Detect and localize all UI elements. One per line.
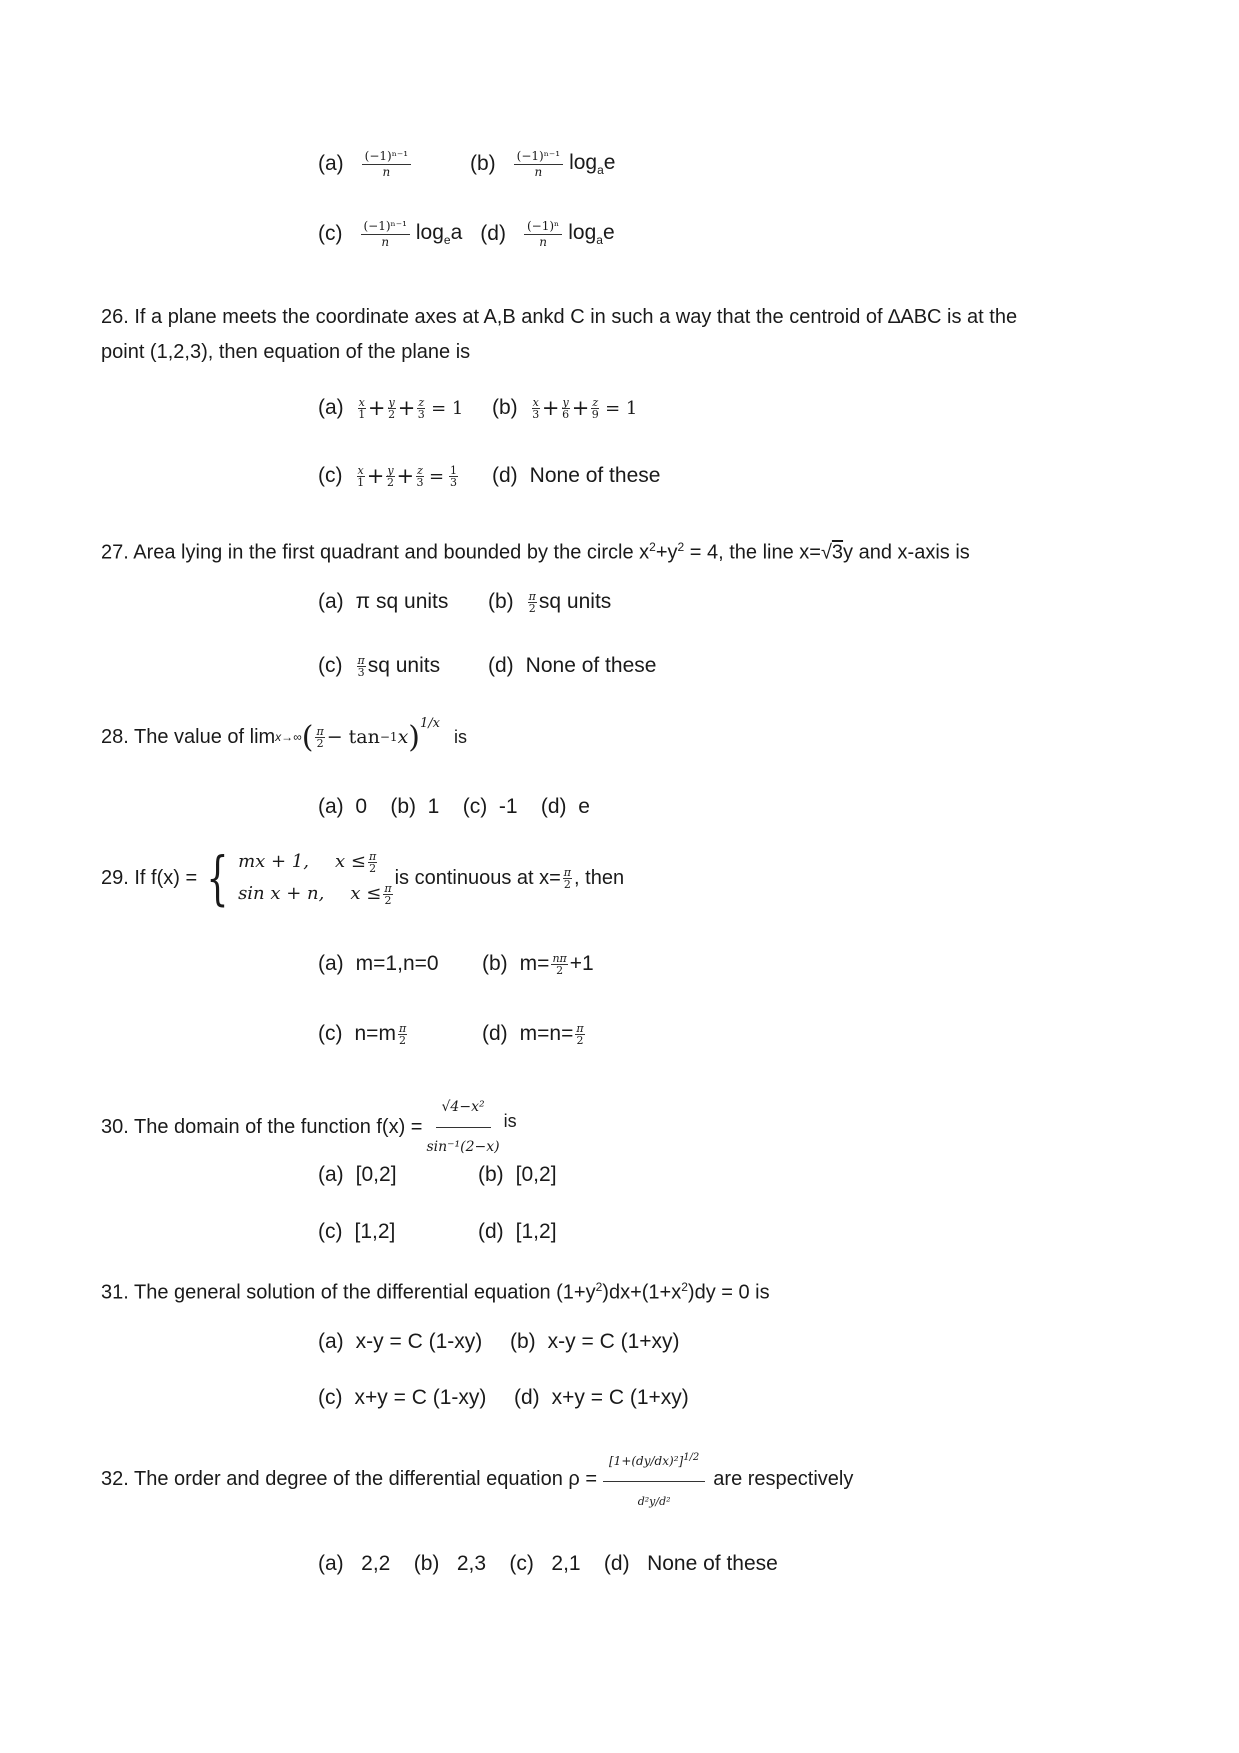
question-text: 26. If a plane meets the coordinate axes at A,B ankd C in such a way that the centroid of ∆ABC is at the bbox=[101, 306, 1018, 328]
option-text: x-y = C (1+xy) bbox=[547, 1330, 680, 1353]
fraction: $\frac{\text{√4−x²}}{\text{sin⁻¹(2−x)}}$ bbox=[426, 1090, 499, 1165]
option-label: (c) bbox=[318, 1386, 343, 1409]
q27-option-d bbox=[488, 654, 656, 678]
q29-option-c: (c) n=m $\frac{\pi}{2}$ bbox=[318, 1021, 407, 1047]
q27-option-c bbox=[318, 654, 440, 678]
question-28: 28. The value of lim x→∞ ( $\frac{\pi}{2}$ − tan −1 x ) $^{1/x}$ is bbox=[101, 716, 467, 755]
q26-option-b bbox=[492, 396, 637, 420]
q31-option-c bbox=[318, 1386, 486, 1410]
q30-option-c bbox=[318, 1220, 395, 1244]
option-label: (b) bbox=[488, 590, 514, 613]
q32-options bbox=[318, 1552, 778, 1576]
option-label: (d) bbox=[482, 1022, 508, 1045]
question-30: 30. The domain of the function f(x) = $\frac{\text{√4−x²}}{\text{sin⁻¹(2−x)}}$ is bbox=[101, 1090, 1119, 1165]
fraction: $\frac{\text{(−1)ⁿ}}{n}$ bbox=[524, 220, 562, 248]
log-text: $\log_ae$ bbox=[568, 221, 615, 248]
option-text: x+y = C (1+xy) bbox=[551, 1386, 689, 1409]
log-text: $\log_ae$ bbox=[569, 151, 616, 178]
option-label: (d) bbox=[492, 464, 518, 487]
option-label: (a) bbox=[318, 1330, 344, 1353]
q31-option-b bbox=[510, 1330, 680, 1354]
fraction: $\frac{\text{(−1)ⁿ⁻¹}}{n}$ bbox=[514, 150, 563, 178]
q29-option-d: (d) m=n= $\frac{\pi}{2}$ bbox=[482, 1021, 584, 1047]
option-text: sq units bbox=[538, 590, 612, 613]
q25-option-b bbox=[470, 150, 615, 178]
option-label: (b) bbox=[510, 1330, 536, 1353]
option-text: m=1,n=0 bbox=[355, 952, 439, 975]
fraction: $\frac{\text{(−1)ⁿ⁻¹}}{n}$ bbox=[362, 150, 411, 178]
question-26 bbox=[101, 300, 1119, 370]
option-text: (a) 0 (b) 1 (c) -1 (d) e bbox=[318, 795, 590, 818]
plane-equation: $\frac{x}{3}$ + $\frac{y}{6}$ + $\frac{z}{9}$ = 1 bbox=[532, 395, 638, 421]
option-text: m= bbox=[519, 952, 550, 975]
option-label: (b) bbox=[470, 152, 496, 176]
option-label: (a) bbox=[318, 1163, 344, 1186]
option-text: π sq units bbox=[355, 590, 449, 613]
q28-options bbox=[318, 795, 590, 819]
option-text: None of these bbox=[529, 464, 661, 487]
plane-equation: $\frac{x}{1}$ + $\frac{y}{2}$ + $\frac{z}{3}$ = 1 bbox=[358, 395, 464, 421]
plane-equation: $\frac{x}{1}$ + $\frac{y}{2}$ + $\frac{z}{3}$ = $\frac{1}{3}$ bbox=[357, 463, 458, 489]
option-text: [1,2] bbox=[515, 1220, 557, 1243]
option-label: (c) bbox=[318, 464, 343, 487]
option-text: x-y = C (1-xy) bbox=[355, 1330, 483, 1353]
q30-option-d bbox=[478, 1220, 557, 1244]
option-label: (c) bbox=[318, 222, 343, 246]
option-label: (d) bbox=[478, 1220, 504, 1243]
q30-option-a bbox=[318, 1163, 397, 1187]
q30-option-b bbox=[478, 1163, 557, 1187]
option-label: (b) bbox=[492, 396, 518, 419]
q27-option-b bbox=[488, 590, 611, 614]
option-label: (a) bbox=[318, 952, 344, 975]
log-text: $\log_ea$ bbox=[415, 221, 463, 248]
q26-option-a bbox=[318, 396, 463, 420]
option-label: (b) bbox=[482, 952, 508, 975]
option-label: (a) bbox=[318, 152, 344, 176]
option-text: m=n= bbox=[519, 1022, 574, 1045]
q29-option-a bbox=[318, 952, 439, 976]
option-label: (c) bbox=[318, 1220, 343, 1243]
option-label: (d) bbox=[514, 1386, 540, 1409]
q27-option-a bbox=[318, 590, 448, 614]
option-text: (a) 2,2 (b) 2,3 (c) 2,1 (d) None of these bbox=[318, 1552, 778, 1575]
option-label: (a) bbox=[318, 590, 344, 613]
fraction: $\frac{[1+(dy/dx)^2]^{1/2}}{\text{d²y/d²}}$ bbox=[603, 1440, 705, 1519]
q25-option-c bbox=[318, 220, 615, 248]
question-27: 27. Area lying in the first quadrant and bounded by the circle $x^2+y^2 = 4$, the line x=√3y and x-axis is bbox=[101, 540, 970, 564]
fraction: $\frac{\text{(−1)ⁿ⁻¹}}{n}$ bbox=[361, 220, 410, 248]
piecewise: { mx + 1, x ≤ $\frac{\pi}{2}$ sin x + n, x ≤ $\frac{\pi}{2}$ bbox=[206, 844, 392, 912]
q29-option-b: (b) m= $\frac{n\pi}{2}$ +1 bbox=[482, 951, 594, 977]
question-29: 29. If f(x) = { mx + 1, x ≤ $\frac{\pi}{2}$ sin x + n, x ≤ $\frac{\pi}{2}$ is continuous at x= $\frac{\pi}{2}$ , then bbox=[101, 844, 625, 912]
fraction: $\frac{\pi}{3}$ bbox=[357, 653, 365, 679]
q26-option-c bbox=[318, 464, 460, 488]
fraction: $\frac{\pi}{2}$ bbox=[528, 589, 536, 615]
option-label: (d) bbox=[488, 654, 514, 677]
option-label: (c) bbox=[318, 1022, 343, 1045]
option-label: (a) bbox=[318, 396, 344, 419]
q31-option-a bbox=[318, 1330, 482, 1354]
question-text: point (1,2,3), then equation of the plane is bbox=[101, 341, 471, 363]
option-text: None of these bbox=[525, 654, 657, 677]
option-text: x+y = C (1-xy) bbox=[354, 1386, 487, 1409]
option-text: sq units bbox=[367, 654, 441, 677]
q26-option-d bbox=[492, 464, 660, 488]
option-label: (c) bbox=[318, 654, 343, 677]
option-label: (d) bbox=[480, 222, 506, 246]
option-text: n=m bbox=[354, 1022, 396, 1045]
question-32: 32. The order and degree of the differential equation ρ = $\frac{[1+(dy/dx)^2]^{1/2}}{\text{d²y/d²}}$ are respectively bbox=[101, 1440, 1119, 1519]
q25-option-a bbox=[318, 150, 417, 178]
question-31: 31. The general solution of the differential equation $(1+y^2)dx+(1+x^2)dy = 0$ is bbox=[101, 1280, 770, 1304]
option-text: [0,2] bbox=[355, 1163, 397, 1186]
option-label: (b) bbox=[478, 1163, 504, 1186]
option-text: [1,2] bbox=[354, 1220, 396, 1243]
q31-option-d bbox=[514, 1386, 689, 1410]
option-text: [0,2] bbox=[515, 1163, 557, 1186]
